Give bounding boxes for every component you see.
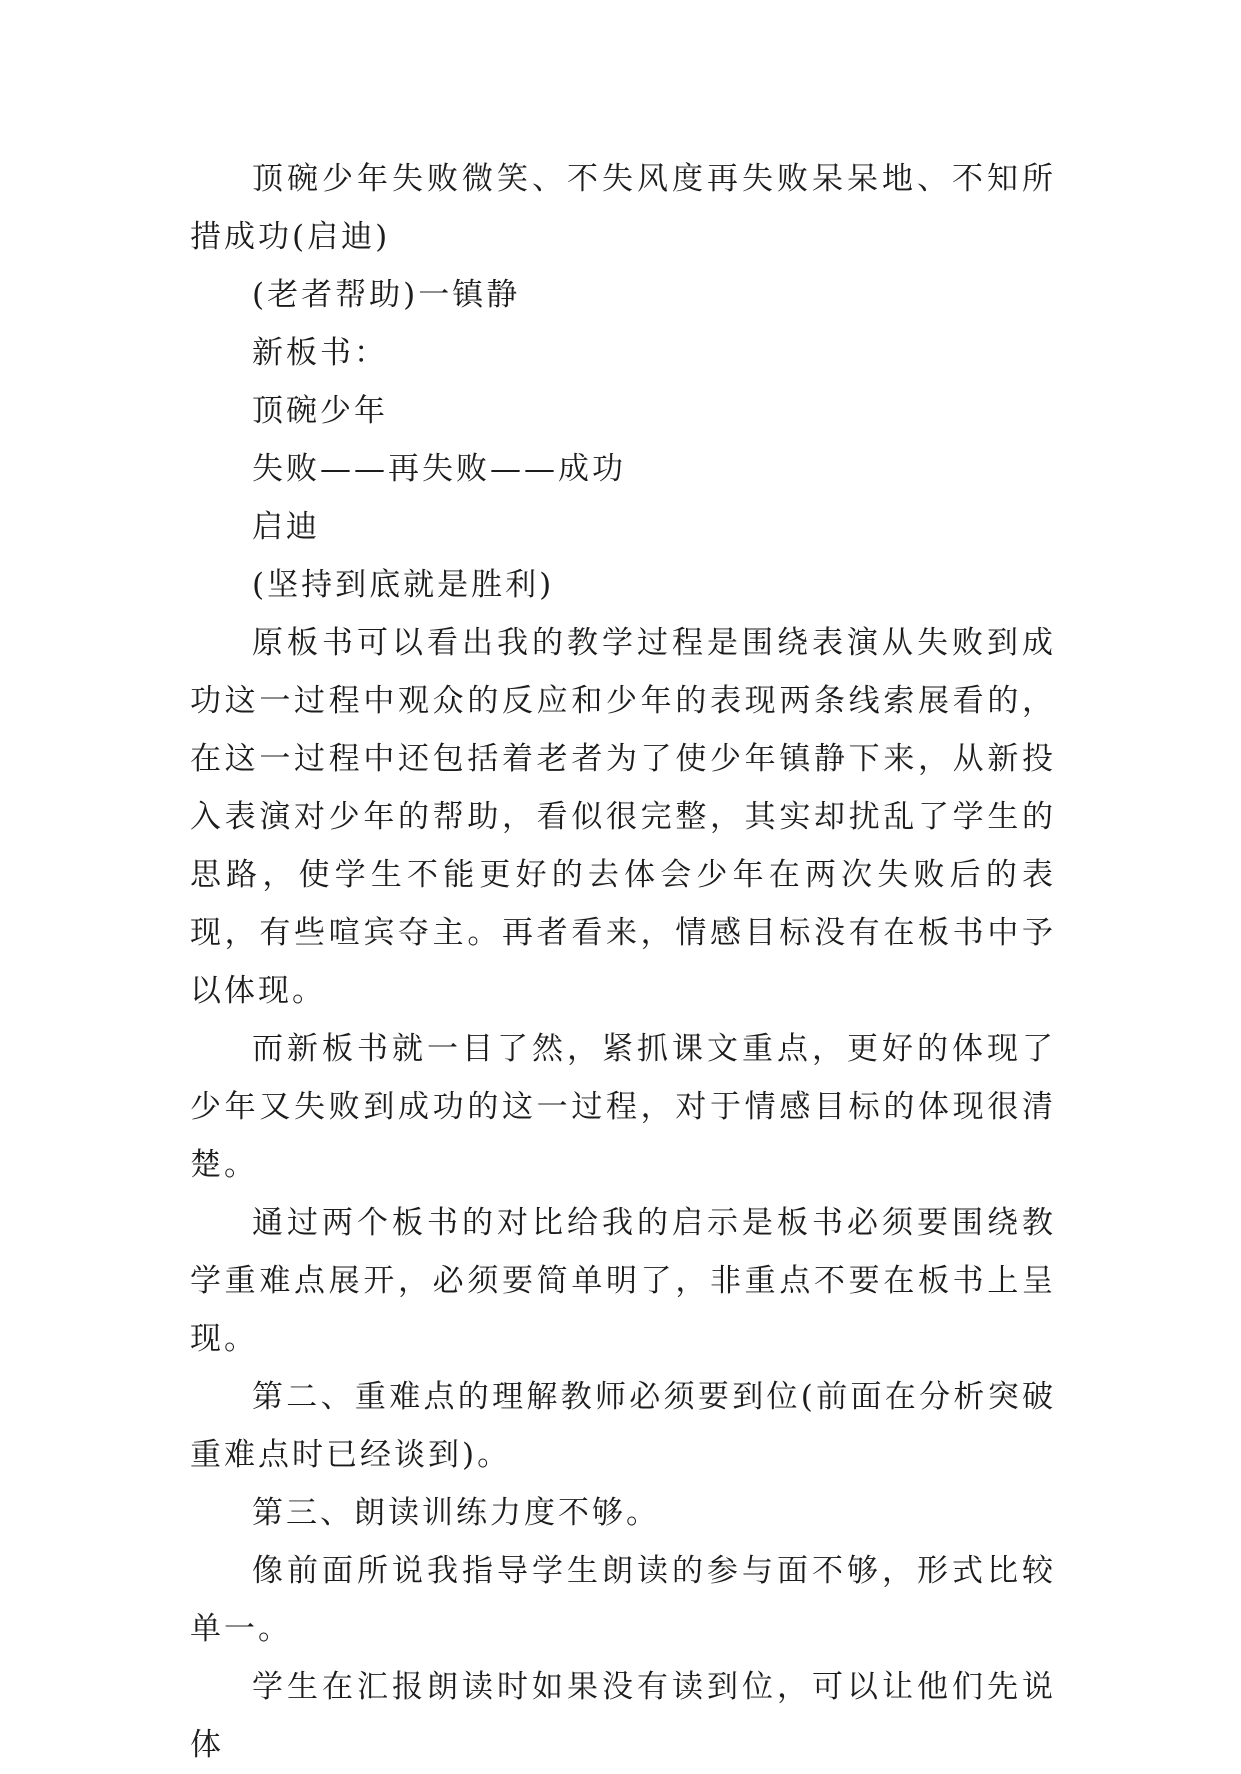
paragraph-new-board-analysis: 而新板书就一目了然，紧抓课文重点，更好的体现了少年又失败到成功的这一过程，对于情感目标的体现很清楚。	[190, 1031, 1056, 1183]
paragraph-board-summary-old: 顶碗少年失败微笑、不失风度再失败呆呆地、不知所措成功(启迪)	[190, 161, 1056, 255]
document-body	[190, 150, 1056, 1774]
paragraph-board-comparison: 通过两个板书的对比给我的启示是板书必须要围绕教学重难点展开，必须要简单明了，非重点不要在板书上呈现。	[190, 1205, 1056, 1357]
paragraph-new-board-inspiration: 启迪	[252, 509, 320, 545]
paragraph-old-board-analysis: 原板书可以看出我的教学过程是围绕表演从失败到成功这一过程中观众的反应和少年的表现两条线索展看的，在这一过程中还包括着老者为了使少年镇静下来，从新投入表演对少年的帮助，看似很完整，其实却扰乱了学生的思路，使学生不能更好的去体会少年在两次失败后的表现，有些喧宾夺主。再者看来，情感目标没有在板书中予以体现。	[190, 625, 1056, 1009]
paragraph-new-board-motto: (坚持到底就是胜利)	[252, 567, 555, 603]
paragraph-reading-report: 学生在汇报朗读时如果没有读到位，可以让他们先说体	[190, 1669, 1056, 1763]
paragraph-new-board-heading: 新板书：	[252, 335, 388, 371]
paragraph-reading-participation: 像前面所说我指导学生朗读的参与面不够，形式比较单一。	[190, 1553, 1056, 1647]
paragraph-new-board-sequence: 失败——再失败——成功	[252, 451, 626, 487]
paragraph-new-board-title: 顶碗少年	[252, 393, 388, 429]
paragraph-point-three: 第三、朗读训练力度不够。	[252, 1495, 660, 1531]
paragraph-point-two: 第二、重难点的理解教师必须要到位(前面在分析突破重难点时已经谈到)。	[190, 1379, 1056, 1473]
paragraph-elder-help: (老者帮助)一镇静	[252, 277, 521, 313]
